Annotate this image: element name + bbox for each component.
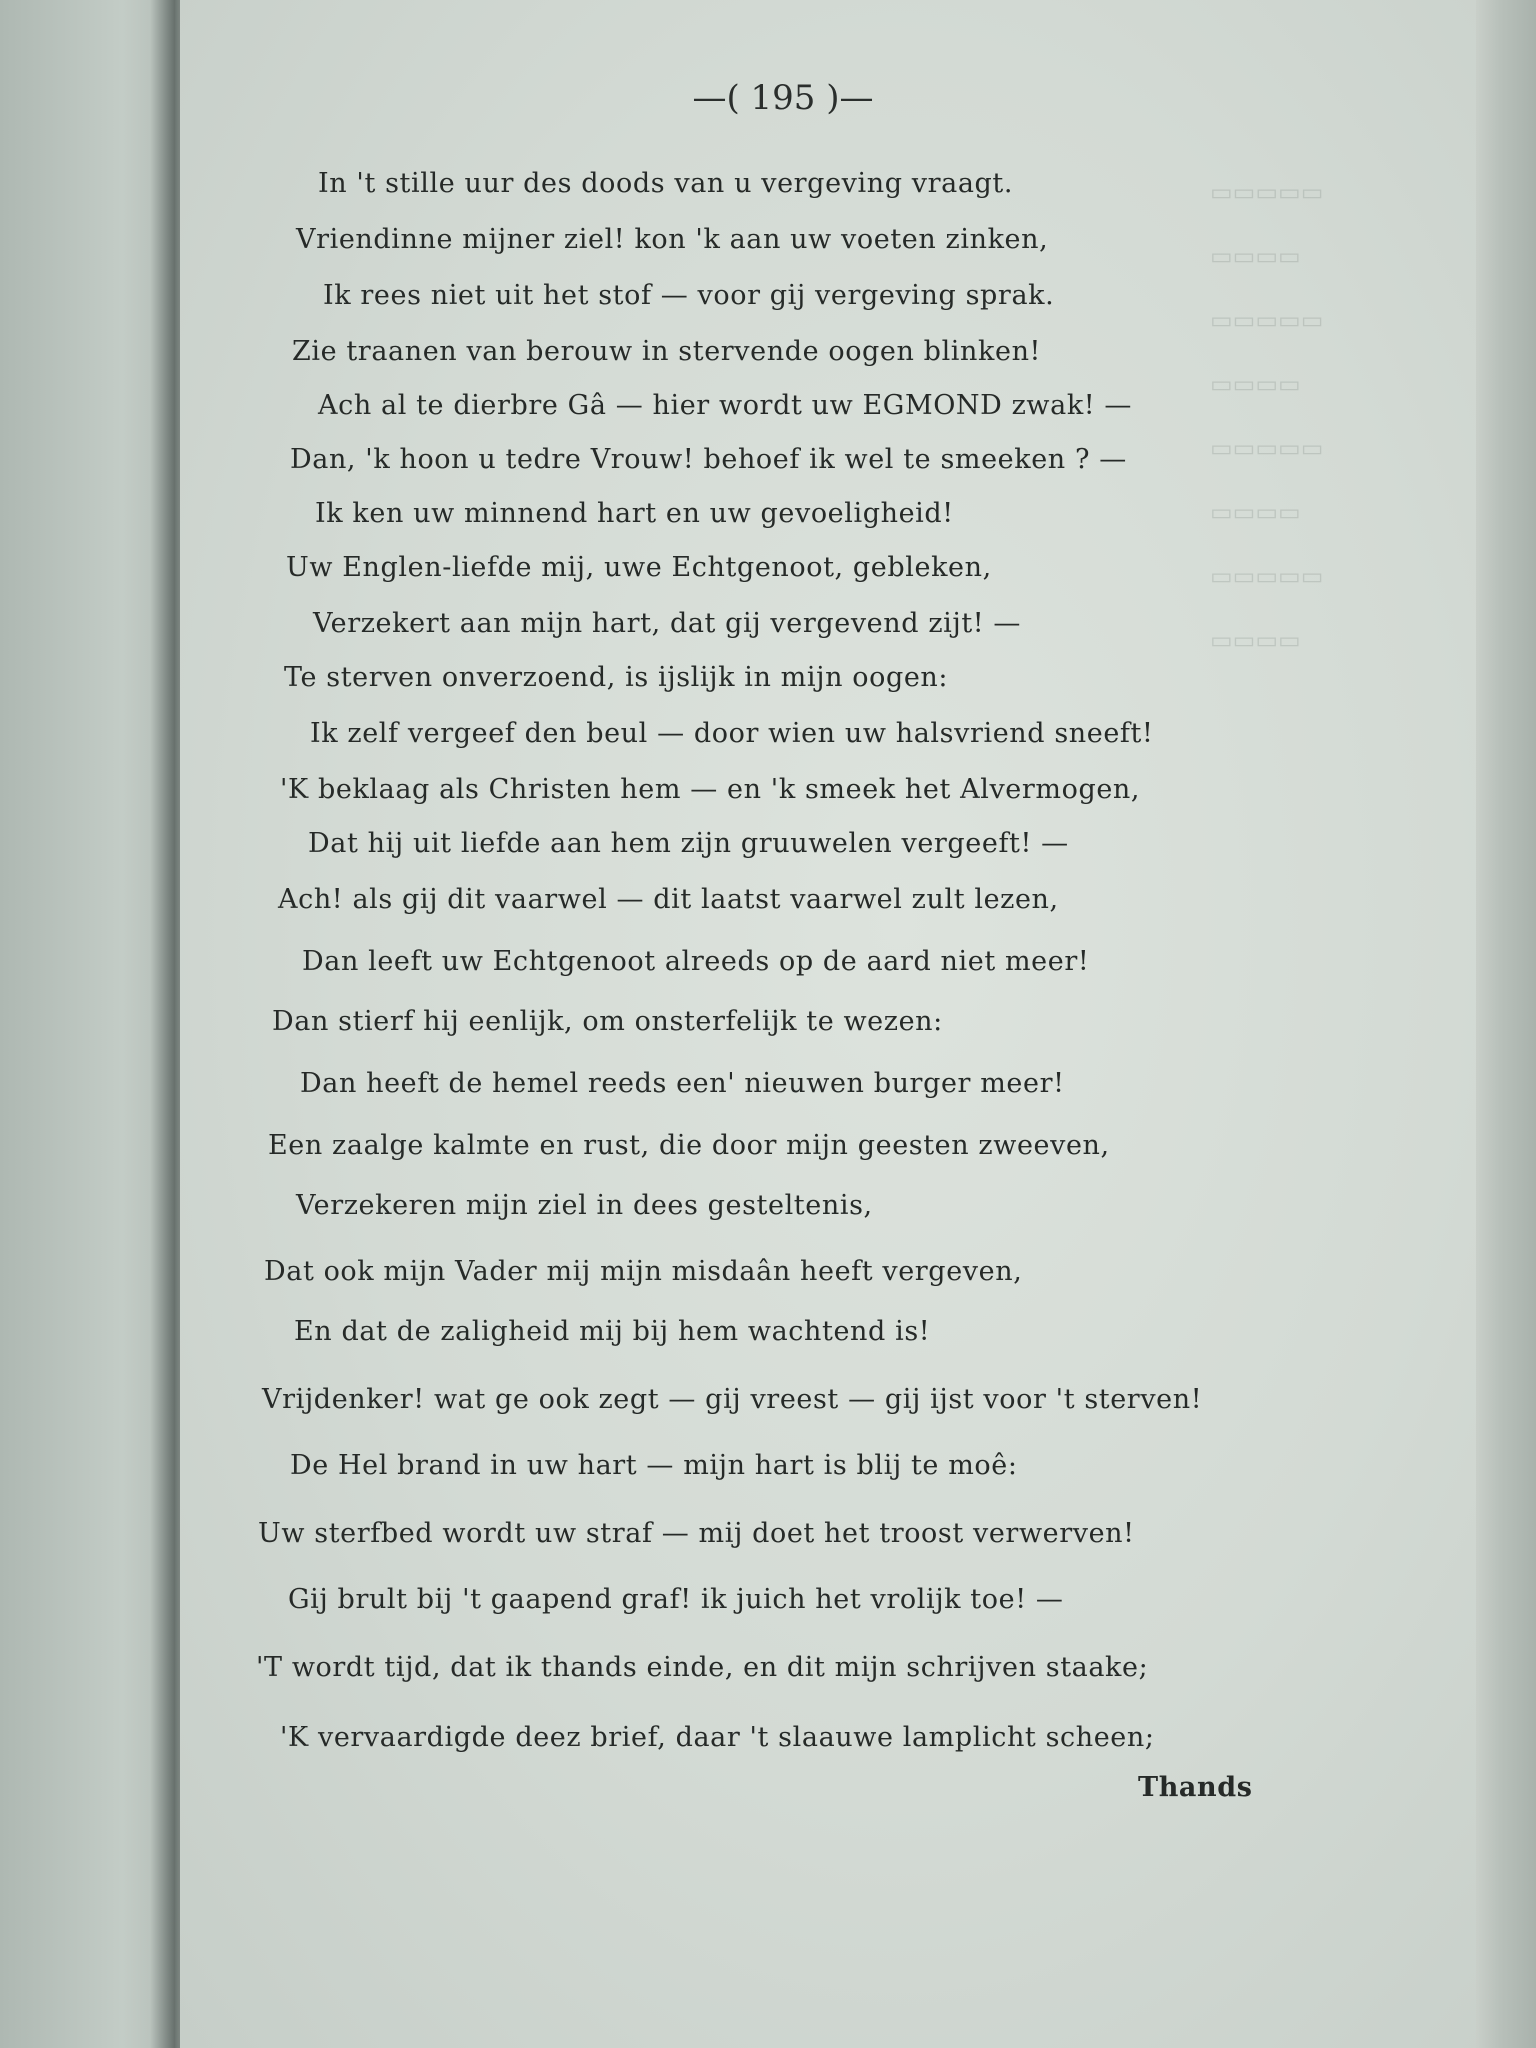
poem-line: Vrijdenker! wat ge ook zegt — gij vreest — gij ijst voor 't sterven!: [262, 1384, 1203, 1415]
poem-line: 'K beklaag als Christen hem — en 'k smeek het Alvermogen,: [280, 774, 1141, 805]
poem-line: Dan heeft de hemel reeds een' nieuwen burger meer!: [300, 1068, 1065, 1099]
poem-line: Dan leeft uw Echtgenoot alreeds op de aard niet meer!: [302, 946, 1090, 977]
poem-line: Dat hij uit liefde aan hem zijn gruuwelen vergeeft! —: [308, 828, 1069, 859]
poem-line: Ik ken uw minnend hart en uw gevoeligheid!: [315, 498, 954, 529]
poem-line: Ik zelf vergeef den beul — door wien uw halsvriend sneeft!: [310, 718, 1154, 749]
poem-line: Te sterven onverzoend, is ijslijk in mijn oogen:: [284, 662, 949, 693]
poem-line: Vriendinne mijner ziel! kon 'k aan uw voeten zinken,: [296, 224, 1049, 255]
left-page-edge: [0, 0, 175, 2048]
poem-line: Verzekeren mijn ziel in dees gesteltenis,: [296, 1190, 873, 1221]
poem-line: Dan stierf hij eenlijk, om onsterfelijk te wezen:: [272, 1006, 943, 1037]
poem-line: Ach al te dierbre Gâ — hier wordt uw EGMOND zwak! —: [318, 390, 1133, 421]
poem-line: Zie traanen van berouw in stervende oogen blinken!: [292, 336, 1042, 367]
poem-line: Uw sterfbed wordt uw straf — mij doet het troost verwerven!: [258, 1518, 1135, 1549]
poem-line: Dan, 'k hoon u tedre Vrouw! behoef ik wel te smeeken ? —: [290, 444, 1127, 475]
poem-line: Uw Englen-liefde mij, uwe Echtgenoot, gebleken,: [286, 552, 992, 583]
poem-line: Ach! als gij dit vaarwel — dit laatst vaarwel zult lezen,: [278, 884, 1059, 915]
poem-line: En dat de zaligheid mij bij hem wachtend is!: [294, 1316, 931, 1347]
poem-line: Gij brult bij 't gaapend graf! ik juich het vrolijk toe! —: [288, 1584, 1064, 1615]
poem-line: 'T wordt tijd, dat ik thands einde, en dit mijn schrijven staake;: [256, 1652, 1149, 1683]
poem-line: Verzekert aan mijn hart, dat gij vergevend zijt! —: [313, 608, 1022, 639]
poem-line: Ik rees niet uit het stof — voor gij vergeving sprak.: [323, 280, 1055, 311]
poem-line: De Hel brand in uw hart — mijn hart is blij te moê:: [290, 1450, 1018, 1481]
poem-line: In 't stille uur des doods van u vergeving vraagt.: [318, 168, 1014, 199]
page-number-header: —( 195 )—: [692, 78, 874, 118]
bleed-through-texture: ▭▭▭▭▭ ▭▭▭▭ ▭▭▭▭▭ ▭▭▭▭ ▭▭▭▭▭ ▭▭▭▭ ▭▭▭▭▭ ▭▭▭▭: [1210, 178, 1324, 654]
poem-line: 'K vervaardigde deez brief, daar 't slaauwe lamplicht scheen;: [280, 1722, 1155, 1753]
right-page-edge: [1476, 0, 1536, 2048]
poem-line: Dat ook mijn Vader mij mijn misdaân heeft vergeven,: [264, 1256, 1023, 1287]
poem-line: Een zaalge kalmte en rust, die door mijn geesten zweeven,: [268, 1130, 1110, 1161]
catchword: Thands: [1138, 1772, 1253, 1803]
